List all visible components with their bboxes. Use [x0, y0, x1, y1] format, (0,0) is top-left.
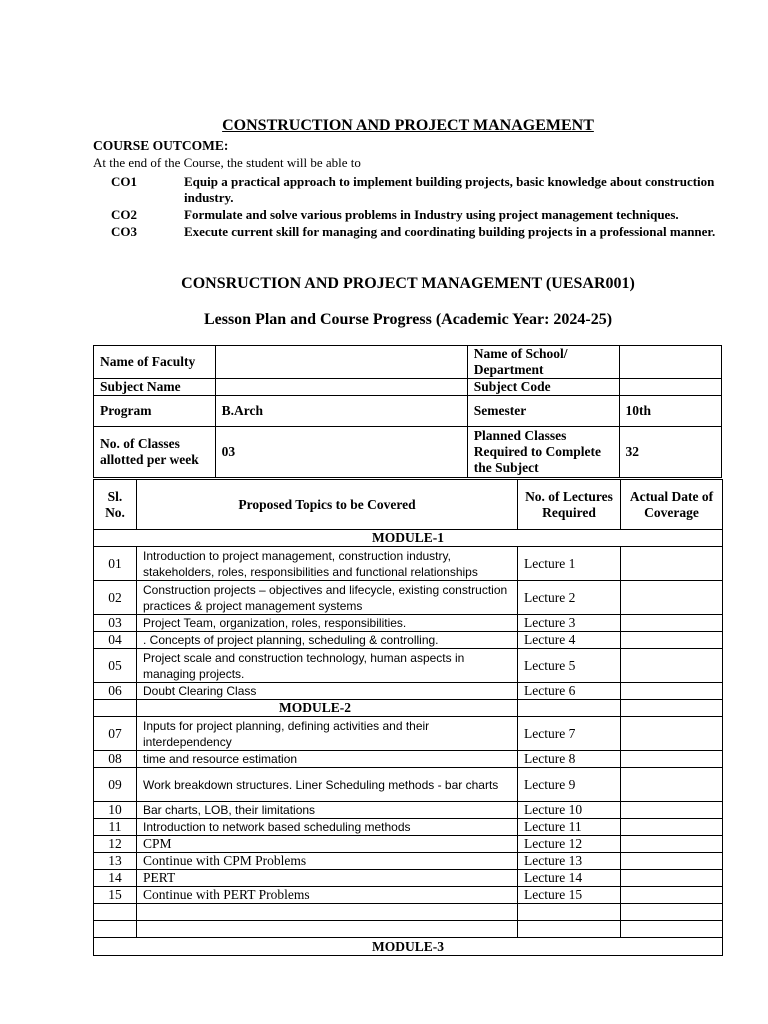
outcome-text: Execute current skill for managing and coordinating building projects in a professional manner. — [184, 224, 716, 239]
program-value: B.Arch — [215, 396, 467, 427]
lecture: Lecture 1 — [518, 547, 621, 581]
coverage-date — [621, 836, 723, 853]
coverage-date — [621, 853, 723, 870]
lecture: Lecture 2 — [518, 581, 621, 615]
sl-no: 08 — [94, 751, 137, 768]
sl-no: 13 — [94, 853, 137, 870]
lecture: Lecture 4 — [518, 632, 621, 649]
planned-classes-value: 32 — [619, 427, 722, 478]
table-row — [94, 768, 723, 802]
outcome-code: CO1 — [111, 174, 137, 189]
lecture: Lecture 9 — [518, 768, 621, 802]
sl-no: 06 — [94, 683, 137, 700]
empty-row — [94, 921, 723, 938]
lecture: Lecture 10 — [518, 802, 621, 819]
module-1-heading: MODULE-1 — [94, 530, 723, 547]
sl-no: 11 — [94, 819, 137, 836]
table-row — [94, 615, 723, 632]
sl-no-header: Sl. No. — [94, 480, 137, 530]
lecture: Lecture 5 — [518, 649, 621, 683]
semester-value: 10th — [619, 396, 722, 427]
table-row — [94, 547, 723, 581]
table-row — [94, 802, 723, 819]
coverage-date-header: Actual Date of Coverage — [621, 480, 723, 530]
topic: CPM — [137, 836, 518, 853]
sl-no: 15 — [94, 887, 137, 904]
table-row — [94, 717, 723, 751]
outcome-text: Formulate and solve various problems in Industry using project management techniques. — [184, 207, 679, 222]
subject-name-value — [215, 379, 467, 396]
table-row — [94, 581, 723, 615]
lecture: Lecture 7 — [518, 717, 621, 751]
faculty-label: Name of Faculty — [94, 346, 216, 379]
topics-header: Proposed Topics to be Covered — [137, 480, 518, 530]
coverage-date — [621, 887, 723, 904]
classes-per-week-label: No. of Classes allotted per week — [94, 427, 216, 478]
topic: PERT — [137, 870, 518, 887]
subject-code-value — [619, 379, 722, 396]
module-row — [94, 938, 723, 956]
topic: time and resource estimation — [137, 751, 518, 768]
sl-no: 07 — [94, 717, 137, 751]
topic: . Concepts of project planning, scheduling & controlling. — [137, 632, 518, 649]
module-row — [94, 530, 723, 547]
coverage-date — [621, 751, 723, 768]
sl-no: 05 — [94, 649, 137, 683]
outcome-text: Equip a practical approach to implement building projects, basic knowledge about construction industry. — [184, 174, 715, 205]
outcome-code: CO3 — [111, 224, 137, 239]
lecture: Lecture 15 — [518, 887, 621, 904]
lecture: Lecture 14 — [518, 870, 621, 887]
lecture: Lecture 11 — [518, 819, 621, 836]
course-outcome-intro: At the end of the Course, the student will be able to — [93, 155, 361, 170]
subject-code-label: Subject Code — [467, 379, 619, 396]
topic: Introduction to network based scheduling methods — [137, 819, 518, 836]
course-outcome-heading: COURSE OUTCOME: — [93, 138, 229, 153]
lecture: Lecture 3 — [518, 615, 621, 632]
lesson-plan-table — [93, 479, 723, 956]
table-row — [94, 887, 723, 904]
topic: Project scale and construction technology, human aspects in managing projects. — [137, 649, 518, 683]
sl-no: 10 — [94, 802, 137, 819]
coverage-date — [621, 717, 723, 751]
classes-per-week-value: 03 — [215, 427, 467, 478]
program-label: Program — [94, 396, 216, 427]
coverage-date — [621, 802, 723, 819]
lecture: Lecture 8 — [518, 751, 621, 768]
coverage-date — [621, 547, 723, 581]
table-row — [94, 819, 723, 836]
table-row — [94, 870, 723, 887]
planned-classes-label: Planned Classes Required to Complete the Subject — [467, 427, 619, 478]
table-header-row — [94, 480, 723, 530]
course-title: CONSRUCTION AND PROJECT MANAGEMENT (UESAR001) — [181, 275, 635, 292]
topic: Work breakdown structures. Liner Scheduling methods - bar charts — [137, 768, 518, 802]
sl-no: 09 — [94, 768, 137, 802]
coverage-date — [621, 581, 723, 615]
lecture: Lecture 12 — [518, 836, 621, 853]
topic: Bar charts, LOB, their limitations — [137, 802, 518, 819]
empty-row — [94, 904, 723, 921]
coverage-date — [621, 819, 723, 836]
topic: Doubt Clearing Class — [137, 683, 518, 700]
school-label: Name of School/ Department — [467, 346, 619, 379]
school-value — [619, 346, 722, 379]
table-row — [94, 751, 723, 768]
faculty-value — [215, 346, 467, 379]
topic: Introduction to project management, construction industry, stakeholders, roles, responsibilities and functional relationships — [137, 547, 518, 581]
coverage-date — [621, 632, 723, 649]
topic: Project Team, organization, roles, responsibilities. — [137, 615, 518, 632]
course-info-table — [93, 345, 722, 478]
sl-no: 12 — [94, 836, 137, 853]
topic: Construction projects – objectives and lifecycle, existing construction practices & project management systems — [137, 581, 518, 615]
topic: Continue with PERT Problems — [137, 887, 518, 904]
table-row — [94, 683, 723, 700]
topic: Inputs for project planning, defining activities and their interdependency — [137, 717, 518, 751]
table-row — [94, 649, 723, 683]
coverage-date — [621, 649, 723, 683]
module-3-heading: MODULE-3 — [94, 938, 723, 956]
module-2-heading: MODULE-2 — [137, 700, 518, 717]
topic: Continue with CPM Problems — [137, 853, 518, 870]
coverage-date — [621, 615, 723, 632]
sl-no: 04 — [94, 632, 137, 649]
sl-no: 02 — [94, 581, 137, 615]
lectures-header: No. of Lectures Required — [518, 480, 621, 530]
document-title: CONSTRUCTION AND PROJECT MANAGEMENT — [222, 117, 594, 134]
sl-no: 01 — [94, 547, 137, 581]
coverage-date — [621, 683, 723, 700]
lesson-plan-title: Lesson Plan and Course Progress (Academic Year: 2024-25) — [203, 311, 613, 328]
lecture: Lecture 13 — [518, 853, 621, 870]
outcome-code: CO2 — [111, 207, 137, 222]
module-row — [94, 700, 723, 717]
table-row — [94, 836, 723, 853]
table-row — [94, 632, 723, 649]
sl-no: 14 — [94, 870, 137, 887]
coverage-date — [621, 870, 723, 887]
sl-no: 03 — [94, 615, 137, 632]
semester-label: Semester — [467, 396, 619, 427]
table-row — [94, 853, 723, 870]
lecture: Lecture 6 — [518, 683, 621, 700]
coverage-date — [621, 768, 723, 802]
subject-name-label: Subject Name — [94, 379, 216, 396]
